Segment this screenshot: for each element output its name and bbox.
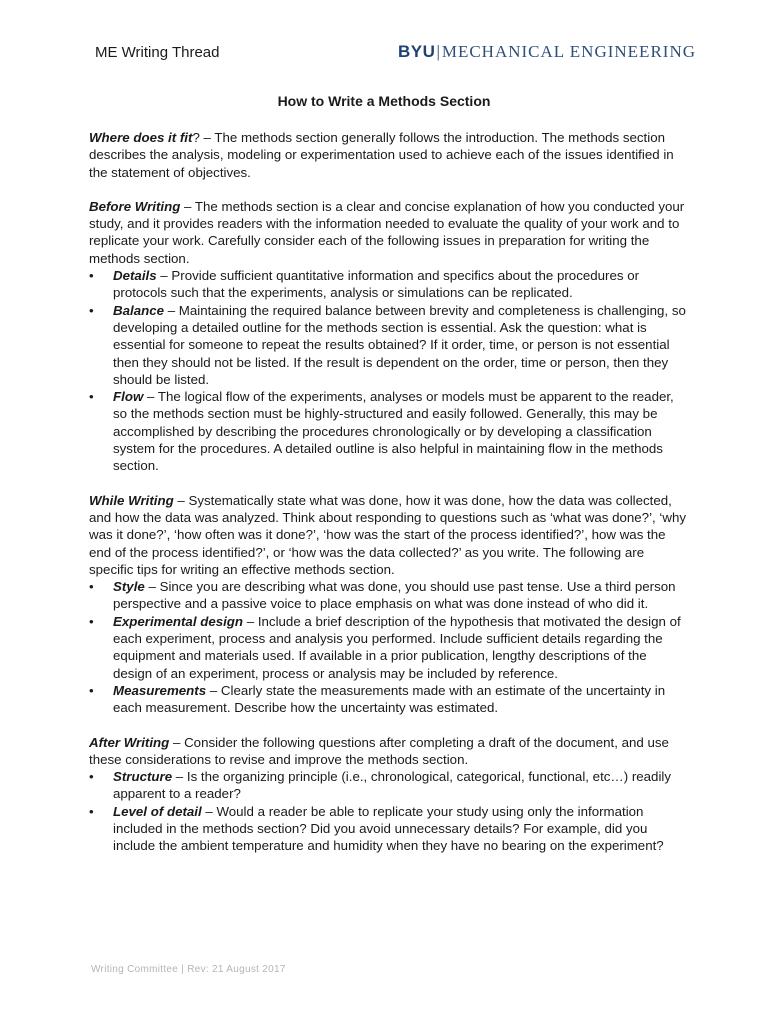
section-where-does-it-fit [89, 129, 687, 181]
item-text: – Is the organizing principle (i.e., chronological, categorical, functional, etc…) readily apparent to a reader? [113, 769, 671, 802]
bullet-icon: • [89, 803, 94, 819]
byu-me-logo [398, 42, 696, 62]
bullet-icon: • [89, 579, 94, 595]
section-before-writing [89, 198, 687, 267]
section-text: – Consider the following questions after completing a draft of the document, and use these considerations to revise and improve the methods section. [89, 734, 669, 767]
item-text: – Would a reader be able to replicate your study using only the information included in the methods section? Did you avoid unnecessary details? For example, did you include the ambient temperature and humidity when they have no bearing on the experiment? [113, 803, 664, 854]
after-writing-list [89, 768, 687, 854]
item-term: Balance [113, 302, 164, 318]
item-text: – The logical flow of the experiments, analyses or models must be apparent to the reader, so the methods section must be highly-structured and easily followed. Generally, this may be accomplished by describing the procedures chronologically or by developing a classification system for the procedures. A detailed outline is also helpful in maintaining flow in the methods section. [113, 389, 674, 474]
item-term: Style [113, 579, 145, 595]
item-term: Experimental design [113, 613, 244, 629]
logo-byu: BYU [398, 42, 436, 61]
footer-revision: Writing Committee | Rev: 21 August 2017 [91, 964, 286, 975]
section-text: ? – The methods section generally follows the introduction. The methods section describes the analysis, modeling or experimentation used to achieve each of the issues identified in the statement of objectives. [89, 130, 674, 180]
list-item [89, 578, 687, 613]
section-while-writing [89, 492, 687, 578]
list-item [89, 302, 687, 388]
list-item [89, 267, 687, 302]
section-text: – Systematically state what was done, how it was done, how the data was collected, and how the data was analyzed. Think about responding to questions such as ‘what was done?’, ‘why was it done?’, ‘how often was it done?’, ‘how was the start of the process identified?’, how was the end of the process identified?’, or ‘how was the data collected?’ as you write. The following are specific tips for writing an effective methods section. [89, 492, 687, 577]
section-lead: Where does it fit [89, 130, 193, 145]
document-body [89, 129, 687, 872]
item-text: – Provide sufficient quantitative information and specifics about the procedures or protocols such that the experiments, analysis or simulations can be replicated. [113, 268, 640, 301]
section-text: – The methods section is a clear and concise explanation of how you conducted your study, and it provides readers with the information needed to evaluate the quality of your work and to replicate your work. Carefully consider each of the following issues in preparation for writing the methods section. [89, 198, 685, 266]
item-text: – Include a brief description of the hypothesis that motivated the design of each experiment, process and analysis you performed. Include sufficient details regarding the equipment and materials used. If available in a prior publication, lengthy descriptions of the design of an experiment, process or analysis may be included by reference. [113, 613, 681, 681]
item-term: Measurements [113, 682, 207, 698]
bullet-icon: • [89, 682, 94, 698]
bullet-icon: • [89, 268, 94, 284]
section-lead: After Writing [89, 734, 170, 750]
list-item [89, 388, 687, 474]
list-item [89, 682, 687, 717]
while-writing-list [89, 578, 687, 716]
logo-department: MECHANICAL ENGINEERING [441, 42, 696, 61]
item-term: Details [113, 268, 157, 284]
item-term: Structure [113, 769, 173, 785]
bullet-icon: • [89, 302, 94, 318]
list-item [89, 803, 687, 855]
item-text: – Since you are describing what was done, you should use past tense. Use a third person perspective and a passive voice to place emphasis on what was done instead of who did it. [113, 579, 676, 612]
header-series-label: ME Writing Thread [95, 44, 220, 61]
bullet-icon: • [89, 769, 94, 785]
section-lead: While Writing [89, 492, 174, 508]
item-term: Flow [113, 389, 144, 405]
bullet-icon: • [89, 389, 94, 405]
list-item [89, 768, 687, 803]
bullet-icon: • [89, 613, 94, 629]
section-after-writing [89, 734, 687, 769]
logo-separator: | [436, 42, 441, 61]
section-lead: Before Writing [89, 198, 181, 214]
list-item [89, 613, 687, 682]
item-text: – Maintaining the required balance between brevity and completeness is challenging, so developing a detailed outline for the methods section is essential. Ask the question: what is essential for someone to repeat the results obtained? If it order, time, or person is not essential then they should not be listed. If the result is dependent on the order, time or person, then they should be listed. [113, 302, 686, 387]
before-writing-list [89, 267, 687, 475]
item-term: Level of detail [113, 803, 202, 819]
item-text: – Clearly state the measurements made with an estimate of the uncertainty in each measurement. Describe how the uncertainty was estimated. [113, 682, 666, 716]
document-title: How to Write a Methods Section [277, 93, 491, 109]
